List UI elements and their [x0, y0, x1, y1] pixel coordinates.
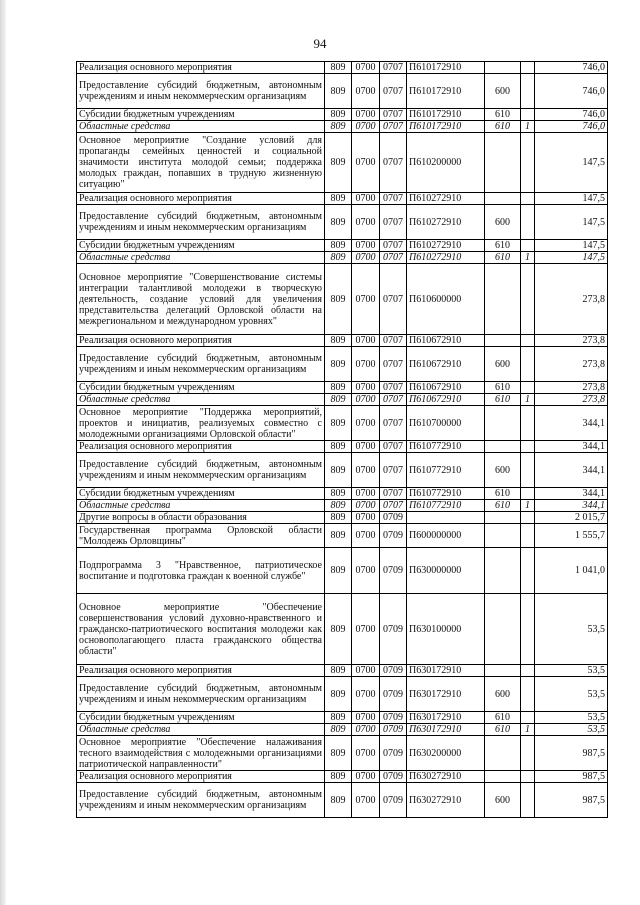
ministry-code-cell: 809 [325, 441, 352, 453]
subsection-code-cell: 0709 [380, 665, 407, 677]
source-code-cell [521, 677, 535, 712]
row-name-cell: Областные средства [77, 500, 325, 512]
table-row [77, 240, 608, 252]
table-row [77, 121, 608, 133]
target-article-code-cell: П630272910 [407, 783, 485, 818]
table-row [77, 62, 608, 74]
table-row [77, 335, 608, 347]
source-code-cell [521, 512, 535, 524]
section-code-cell: 0700 [352, 736, 380, 771]
amount-cell: 273,8 [535, 382, 608, 394]
target-article-code-cell: П630172910 [407, 724, 485, 736]
row-name-cell: Предоставление субсидий бюджетным, автономным учреждениям и иным некоммерческим организациям [77, 347, 325, 382]
subsection-code-cell: 0707 [380, 252, 407, 264]
source-code-cell: 1 [521, 394, 535, 406]
source-code-cell [521, 382, 535, 394]
expense-type-code-cell: 610 [485, 724, 521, 736]
table-row [77, 74, 608, 109]
target-article-code-cell: П630200000 [407, 736, 485, 771]
expense-type-code-cell [485, 665, 521, 677]
source-code-cell [521, 783, 535, 818]
expense-type-code-cell [485, 512, 521, 524]
ministry-code-cell: 809 [325, 205, 352, 240]
amount-cell: 344,1 [535, 441, 608, 453]
subsection-code-cell: 0707 [380, 62, 407, 74]
table-row [77, 394, 608, 406]
scan-edge-shadow [0, 0, 6, 905]
target-article-code-cell: П630000000 [407, 548, 485, 594]
amount-cell: 53,5 [535, 665, 608, 677]
expense-type-code-cell: 610 [485, 712, 521, 724]
row-name-cell: Областные средства [77, 724, 325, 736]
target-article-code-cell: П610272910 [407, 240, 485, 252]
section-code-cell: 0700 [352, 500, 380, 512]
budget-table [76, 61, 608, 818]
amount-cell: 1 041,0 [535, 548, 608, 594]
table-row [77, 665, 608, 677]
target-article-code-cell: П610172910 [407, 62, 485, 74]
table-row [77, 512, 608, 524]
amount-cell: 53,5 [535, 724, 608, 736]
subsection-code-cell: 0707 [380, 264, 407, 335]
table-row [77, 736, 608, 771]
subsection-code-cell: 0707 [380, 74, 407, 109]
expense-type-code-cell [485, 548, 521, 594]
row-name-cell: Субсидии бюджетным учреждениям [77, 109, 325, 121]
row-name-cell: Предоставление субсидий бюджетным, автономным учреждениям и иным некоммерческим организациям [77, 677, 325, 712]
expense-type-code-cell: 600 [485, 677, 521, 712]
target-article-code-cell: П630172910 [407, 665, 485, 677]
section-code-cell: 0700 [352, 133, 380, 193]
amount-cell: 987,5 [535, 783, 608, 818]
section-code-cell: 0700 [352, 335, 380, 347]
section-code-cell: 0700 [352, 382, 380, 394]
expense-type-code-cell: 610 [485, 500, 521, 512]
row-name-cell: Предоставление субсидий бюджетным, автономным учреждениям и иным некоммерческим организациям [77, 205, 325, 240]
subsection-code-cell: 0709 [380, 783, 407, 818]
ministry-code-cell: 809 [325, 240, 352, 252]
row-name-cell: Предоставление субсидий бюджетным, автономным учреждениям и иным некоммерческим организациям [77, 453, 325, 488]
subsection-code-cell: 0707 [380, 406, 407, 441]
expense-type-code-cell: 610 [485, 382, 521, 394]
subsection-code-cell: 0707 [380, 121, 407, 133]
source-code-cell [521, 488, 535, 500]
section-code-cell: 0700 [352, 665, 380, 677]
row-name-cell: Предоставление субсидий бюджетным, автономным учреждениям и иным некоммерческим организациям [77, 74, 325, 109]
section-code-cell: 0700 [352, 594, 380, 665]
target-article-code-cell: П610772910 [407, 453, 485, 488]
expense-type-code-cell: 600 [485, 783, 521, 818]
table-row [77, 205, 608, 240]
expense-type-code-cell [485, 193, 521, 205]
subsection-code-cell: 0707 [380, 193, 407, 205]
subsection-code-cell: 0707 [380, 347, 407, 382]
subsection-code-cell: 0707 [380, 394, 407, 406]
page-number: 94 [313, 36, 327, 51]
row-name-cell: Областные средства [77, 252, 325, 264]
row-name-cell: Реализация основного мероприятия [77, 193, 325, 205]
expense-type-code-cell: 600 [485, 453, 521, 488]
section-code-cell: 0700 [352, 524, 380, 548]
source-code-cell [521, 453, 535, 488]
subsection-code-cell: 0709 [380, 524, 407, 548]
section-code-cell: 0700 [352, 252, 380, 264]
source-code-cell [521, 109, 535, 121]
section-code-cell: 0700 [352, 453, 380, 488]
row-name-cell: Реализация основного мероприятия [77, 335, 325, 347]
subsection-code-cell: 0707 [380, 382, 407, 394]
source-code-cell [521, 771, 535, 783]
section-code-cell: 0700 [352, 488, 380, 500]
expense-type-code-cell [485, 406, 521, 441]
row-name-cell: Субсидии бюджетным учреждениям [77, 712, 325, 724]
ministry-code-cell: 809 [325, 264, 352, 335]
subsection-code-cell: 0709 [380, 712, 407, 724]
subsection-code-cell: 0709 [380, 724, 407, 736]
row-name-cell: Реализация основного мероприятия [77, 665, 325, 677]
amount-cell: 147,5 [535, 205, 608, 240]
subsection-code-cell: 0707 [380, 205, 407, 240]
target-article-code-cell: П610772910 [407, 441, 485, 453]
ministry-code-cell: 809 [325, 512, 352, 524]
row-name-cell: Реализация основного мероприятия [77, 441, 325, 453]
target-article-code-cell: П610672910 [407, 382, 485, 394]
amount-cell: 987,5 [535, 736, 608, 771]
source-code-cell [521, 548, 535, 594]
ministry-code-cell: 809 [325, 252, 352, 264]
amount-cell: 53,5 [535, 712, 608, 724]
subsection-code-cell: 0709 [380, 771, 407, 783]
ministry-code-cell: 809 [325, 712, 352, 724]
expense-type-code-cell: 610 [485, 488, 521, 500]
source-code-cell: 1 [521, 724, 535, 736]
source-code-cell [521, 736, 535, 771]
amount-cell: 746,0 [535, 121, 608, 133]
table-row [77, 548, 608, 594]
subsection-code-cell: 0709 [380, 548, 407, 594]
ministry-code-cell: 809 [325, 193, 352, 205]
subsection-code-cell: 0707 [380, 488, 407, 500]
ministry-code-cell: 809 [325, 665, 352, 677]
ministry-code-cell: 809 [325, 500, 352, 512]
expense-type-code-cell: 610 [485, 240, 521, 252]
target-article-code-cell: П610200000 [407, 133, 485, 193]
target-article-code-cell: П630172910 [407, 677, 485, 712]
target-article-code-cell: П630172910 [407, 712, 485, 724]
expense-type-code-cell: 600 [485, 205, 521, 240]
table-row [77, 382, 608, 394]
target-article-code-cell: П630272910 [407, 771, 485, 783]
source-code-cell [521, 347, 535, 382]
row-name-cell: Предоставление субсидий бюджетным, автономным учреждениям и иным некоммерческим организациям [77, 783, 325, 818]
section-code-cell: 0700 [352, 512, 380, 524]
source-code-cell [521, 406, 535, 441]
ministry-code-cell: 809 [325, 74, 352, 109]
target-article-code-cell: П610700000 [407, 406, 485, 441]
table-row [77, 712, 608, 724]
ministry-code-cell: 809 [325, 524, 352, 548]
source-code-cell [521, 524, 535, 548]
row-name-cell: Субсидии бюджетным учреждениям [77, 240, 325, 252]
source-code-cell [521, 133, 535, 193]
row-name-cell: Субсидии бюджетным учреждениям [77, 382, 325, 394]
subsection-code-cell: 0707 [380, 335, 407, 347]
section-code-cell: 0700 [352, 109, 380, 121]
amount-cell: 273,8 [535, 347, 608, 382]
section-code-cell: 0700 [352, 406, 380, 441]
row-name-cell: Областные средства [77, 121, 325, 133]
expense-type-code-cell [485, 335, 521, 347]
expense-type-code-cell [485, 771, 521, 783]
ministry-code-cell: 809 [325, 594, 352, 665]
ministry-code-cell: 809 [325, 453, 352, 488]
expense-type-code-cell [485, 736, 521, 771]
row-name-cell: Подпрограмма 3 "Нравственное, патриотическое воспитание и подготовка граждан к военной службе" [77, 548, 325, 594]
target-article-code-cell: П610772910 [407, 500, 485, 512]
ministry-code-cell: 809 [325, 548, 352, 594]
target-article-code-cell: П610272910 [407, 252, 485, 264]
table-row [77, 500, 608, 512]
expense-type-code-cell [485, 594, 521, 665]
table-row [77, 488, 608, 500]
table-row [77, 441, 608, 453]
table-row [77, 264, 608, 335]
target-article-code-cell: П610672910 [407, 394, 485, 406]
table-row [77, 724, 608, 736]
table-row [77, 252, 608, 264]
ministry-code-cell: 809 [325, 382, 352, 394]
source-code-cell [521, 193, 535, 205]
target-article-code-cell: П610172910 [407, 74, 485, 109]
expense-type-code-cell [485, 264, 521, 335]
source-code-cell [521, 665, 535, 677]
row-name-cell: Основное мероприятие "Создание условий для пропаганды семейных ценностей и социальной значимости института молодой семьи; поддержка молодых граждан, попавших в трудную жизненную ситуацию" [77, 133, 325, 193]
amount-cell: 273,8 [535, 335, 608, 347]
expense-type-code-cell [485, 441, 521, 453]
ministry-code-cell: 809 [325, 783, 352, 818]
section-code-cell: 0700 [352, 347, 380, 382]
target-article-code-cell: П610672910 [407, 347, 485, 382]
amount-cell: 746,0 [535, 74, 608, 109]
section-code-cell: 0700 [352, 74, 380, 109]
row-name-cell: Основное мероприятие "Обеспечение совершенствования условий духовно-нравственного и гражданско-патриотического воспитания молодежи как основополагающего пласта гражданского общества области" [77, 594, 325, 665]
source-code-cell [521, 264, 535, 335]
expense-type-code-cell [485, 133, 521, 193]
amount-cell: 273,8 [535, 394, 608, 406]
amount-cell: 147,5 [535, 240, 608, 252]
row-name-cell: Другие вопросы в области образования [77, 512, 325, 524]
ministry-code-cell: 809 [325, 347, 352, 382]
row-name-cell: Областные средства [77, 394, 325, 406]
subsection-code-cell: 0709 [380, 512, 407, 524]
section-code-cell: 0700 [352, 205, 380, 240]
subsection-code-cell: 0709 [380, 677, 407, 712]
amount-cell: 746,0 [535, 109, 608, 121]
subsection-code-cell: 0709 [380, 736, 407, 771]
ministry-code-cell: 809 [325, 62, 352, 74]
target-article-code-cell: П610272910 [407, 205, 485, 240]
ministry-code-cell: 809 [325, 406, 352, 441]
source-code-cell [521, 205, 535, 240]
row-name-cell: Реализация основного мероприятия [77, 771, 325, 783]
row-name-cell: Основное мероприятие "Совершенствование системы интеграции талантливой молодежи в творческую деятельность, создание условий для увеличения представительства делегаций Орловской области на межрегиональном и международном уровнях" [77, 264, 325, 335]
amount-cell: 746,0 [535, 62, 608, 74]
expense-type-code-cell: 600 [485, 347, 521, 382]
table-row [77, 453, 608, 488]
table-row [77, 771, 608, 783]
target-article-code-cell: П610772910 [407, 488, 485, 500]
target-article-code-cell: П600000000 [407, 524, 485, 548]
subsection-code-cell: 0707 [380, 441, 407, 453]
amount-cell: 344,1 [535, 453, 608, 488]
amount-cell: 273,8 [535, 264, 608, 335]
ministry-code-cell: 809 [325, 736, 352, 771]
amount-cell: 344,1 [535, 500, 608, 512]
ministry-code-cell: 809 [325, 121, 352, 133]
table-row [77, 783, 608, 818]
expense-type-code-cell: 610 [485, 252, 521, 264]
table-row [77, 109, 608, 121]
row-name-cell: Реализация основного мероприятия [77, 62, 325, 74]
section-code-cell: 0700 [352, 771, 380, 783]
ministry-code-cell: 809 [325, 771, 352, 783]
ministry-code-cell: 809 [325, 677, 352, 712]
expense-type-code-cell: 600 [485, 74, 521, 109]
subsection-code-cell: 0707 [380, 240, 407, 252]
table-row [77, 677, 608, 712]
source-code-cell [521, 62, 535, 74]
amount-cell: 53,5 [535, 594, 608, 665]
amount-cell: 344,1 [535, 488, 608, 500]
row-name-cell: Основное мероприятие "Поддержка мероприятий, проектов и инициатив, реализуемых совместно с молодежными организациями Орловской области" [77, 406, 325, 441]
expense-type-code-cell [485, 62, 521, 74]
expense-type-code-cell [485, 524, 521, 548]
ministry-code-cell: 809 [325, 488, 352, 500]
amount-cell: 147,5 [535, 193, 608, 205]
section-code-cell: 0700 [352, 240, 380, 252]
target-article-code-cell: П610272910 [407, 193, 485, 205]
ministry-code-cell: 809 [325, 133, 352, 193]
target-article-code-cell: П630100000 [407, 594, 485, 665]
target-article-code-cell: П610172910 [407, 121, 485, 133]
amount-cell: 147,5 [535, 252, 608, 264]
expense-type-code-cell: 610 [485, 121, 521, 133]
section-code-cell: 0700 [352, 712, 380, 724]
section-code-cell: 0700 [352, 193, 380, 205]
table-row [77, 347, 608, 382]
section-code-cell: 0700 [352, 394, 380, 406]
amount-cell: 987,5 [535, 771, 608, 783]
subsection-code-cell: 0707 [380, 109, 407, 121]
source-code-cell: 1 [521, 500, 535, 512]
source-code-cell: 1 [521, 121, 535, 133]
target-article-code-cell: П610672910 [407, 335, 485, 347]
ministry-code-cell: 809 [325, 109, 352, 121]
expense-type-code-cell: 610 [485, 394, 521, 406]
subsection-code-cell: 0707 [380, 133, 407, 193]
subsection-code-cell: 0709 [380, 594, 407, 665]
target-article-code-cell: П610600000 [407, 264, 485, 335]
amount-cell: 2 015,7 [535, 512, 608, 524]
row-name-cell: Государственная программа Орловской области "Молодежь Орловщины" [77, 524, 325, 548]
section-code-cell: 0700 [352, 62, 380, 74]
row-name-cell: Субсидии бюджетным учреждениям [77, 488, 325, 500]
subsection-code-cell: 0707 [380, 500, 407, 512]
ministry-code-cell: 809 [325, 394, 352, 406]
table-row [77, 594, 608, 665]
source-code-cell: 1 [521, 252, 535, 264]
section-code-cell: 0700 [352, 121, 380, 133]
amount-cell: 53,5 [535, 677, 608, 712]
subsection-code-cell: 0707 [380, 453, 407, 488]
section-code-cell: 0700 [352, 677, 380, 712]
table-row [77, 406, 608, 441]
source-code-cell [521, 74, 535, 109]
source-code-cell [521, 335, 535, 347]
table-row [77, 193, 608, 205]
ministry-code-cell: 809 [325, 724, 352, 736]
amount-cell: 344,1 [535, 406, 608, 441]
target-article-code-cell [407, 512, 485, 524]
source-code-cell [521, 594, 535, 665]
source-code-cell [521, 712, 535, 724]
section-code-cell: 0700 [352, 264, 380, 335]
section-code-cell: 0700 [352, 724, 380, 736]
source-code-cell [521, 240, 535, 252]
ministry-code-cell: 809 [325, 335, 352, 347]
amount-cell: 1 555,7 [535, 524, 608, 548]
table-row [77, 524, 608, 548]
source-code-cell [521, 441, 535, 453]
row-name-cell: Основное мероприятие "Обеспечение налаживания тесного взаимодействия с молодежными организациями патриотической направленности" [77, 736, 325, 771]
table-row [77, 133, 608, 193]
amount-cell: 147,5 [535, 133, 608, 193]
expense-type-code-cell: 610 [485, 109, 521, 121]
section-code-cell: 0700 [352, 441, 380, 453]
target-article-code-cell: П610172910 [407, 109, 485, 121]
section-code-cell: 0700 [352, 783, 380, 818]
section-code-cell: 0700 [352, 548, 380, 594]
